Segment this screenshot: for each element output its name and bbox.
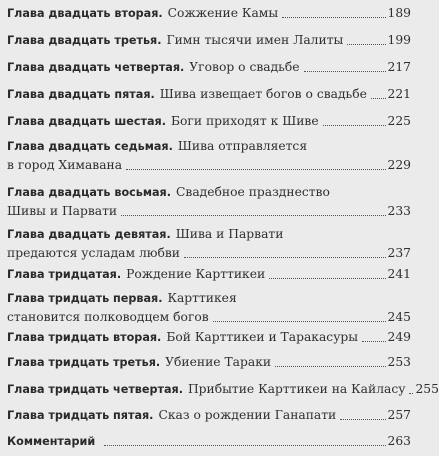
- page-number: 217: [387, 60, 411, 74]
- toc-line: [7, 83, 411, 102]
- chapter-title: Сожжение Камы: [167, 6, 279, 20]
- chapter-title: Рождение Карттикеи: [126, 267, 266, 281]
- toc-line: [7, 430, 411, 449]
- page-number: 189: [387, 6, 411, 20]
- chapter-title: Бой Карттикеи и Таракасуры: [166, 330, 359, 344]
- toc-line-continuation: [7, 154, 411, 173]
- dot-leader: [269, 278, 385, 279]
- chapter-title: Шива и Парвати: [175, 227, 284, 241]
- page-number: 229: [387, 158, 411, 172]
- commentary-heading: Комментарий: [7, 435, 96, 448]
- dot-leader: [126, 169, 385, 170]
- chapter-title-continuation: Шивы и Парвати: [7, 204, 118, 218]
- toc-line: [7, 351, 411, 370]
- toc-line: [7, 404, 411, 423]
- page-number: 249: [387, 330, 411, 344]
- chapter-title: Шива отправляется: [177, 139, 308, 153]
- toc-line-continuation: [7, 306, 411, 325]
- page-number: 253: [387, 355, 411, 369]
- chapter-number: Глава двадцать шестая.: [7, 115, 166, 128]
- dot-leader: [371, 98, 386, 99]
- chapter-number: Глава двадцать третья.: [7, 34, 162, 47]
- toc-line: [7, 29, 411, 48]
- dot-leader: [282, 17, 385, 18]
- dot-leader: [104, 445, 385, 446]
- dot-leader: [121, 215, 385, 216]
- page-number: 263: [387, 434, 411, 448]
- dot-leader: [340, 419, 385, 420]
- page-number: 245: [387, 310, 411, 324]
- chapter-number: Глава двадцать пятая.: [7, 88, 155, 101]
- dot-leader: [362, 341, 385, 342]
- toc-line: [7, 56, 411, 75]
- dot-leader: [323, 125, 386, 126]
- chapter-title: Сказ о рождении Ганапати: [158, 408, 337, 422]
- page-number: 233: [387, 204, 411, 218]
- page-number: 237: [387, 246, 411, 260]
- toc-line: [7, 378, 439, 397]
- toc-line: [7, 223, 411, 242]
- chapter-title: Гимн тысячи имен Лалиты: [166, 33, 344, 47]
- toc-line: [7, 110, 411, 129]
- page-number: 241: [387, 267, 411, 281]
- chapter-number: Глава тридцать первая.: [7, 292, 163, 305]
- dot-leader: [409, 393, 413, 394]
- chapter-number: Глава двадцать девятая.: [7, 228, 171, 241]
- chapter-title-continuation: становится полководцем богов: [7, 310, 209, 324]
- chapter-number: Глава двадцать вторая.: [7, 7, 163, 20]
- chapter-title-continuation: предаются усладам любви: [7, 246, 180, 260]
- toc-line: [7, 263, 411, 282]
- chapter-title: Прибытие Карттикеи на Кайласу: [187, 382, 406, 396]
- page-number: 255: [415, 382, 439, 396]
- chapter-title: Шива извещает богов о свадьбе: [159, 87, 367, 101]
- toc-line: [7, 135, 411, 154]
- dot-leader: [184, 257, 386, 258]
- chapter-number: Глава тридцать пятая.: [7, 409, 154, 422]
- chapter-number: Глава двадцать восьмая.: [7, 186, 171, 199]
- chapter-number: Глава двадцать седьмая.: [7, 140, 173, 153]
- page-number: 225: [387, 114, 411, 128]
- chapter-title: Убиение Тараки: [165, 355, 272, 369]
- chapter-title: Карттикея: [167, 291, 237, 305]
- chapter-title-continuation: в город Химавана: [7, 158, 123, 172]
- toc-line-continuation: [7, 242, 411, 261]
- page-number: 257: [387, 408, 411, 422]
- chapter-title: Уговор о свадьбе: [189, 60, 300, 74]
- dot-leader: [347, 44, 385, 45]
- toc-line: [7, 287, 411, 306]
- toc-line-continuation: [7, 200, 411, 219]
- chapter-number: Глава тридцать вторая.: [7, 331, 162, 344]
- dot-leader: [304, 71, 386, 72]
- chapter-number: Глава тридцатая.: [7, 268, 122, 281]
- dot-leader: [275, 366, 385, 367]
- toc-line: [7, 181, 411, 200]
- page-number: 221: [387, 87, 411, 101]
- chapter-number: Глава двадцать четвертая.: [7, 61, 185, 74]
- page-number: 199: [387, 33, 411, 47]
- toc-line: [7, 326, 411, 345]
- chapter-title: Свадебное празднество: [176, 185, 330, 199]
- dot-leader: [213, 321, 386, 322]
- chapter-number: Глава тридцать третья.: [7, 356, 161, 369]
- chapter-title: Боги приходят к Шиве: [170, 114, 319, 128]
- chapter-number: Глава тридцать четвертая.: [7, 383, 183, 396]
- toc-line: [7, 2, 411, 21]
